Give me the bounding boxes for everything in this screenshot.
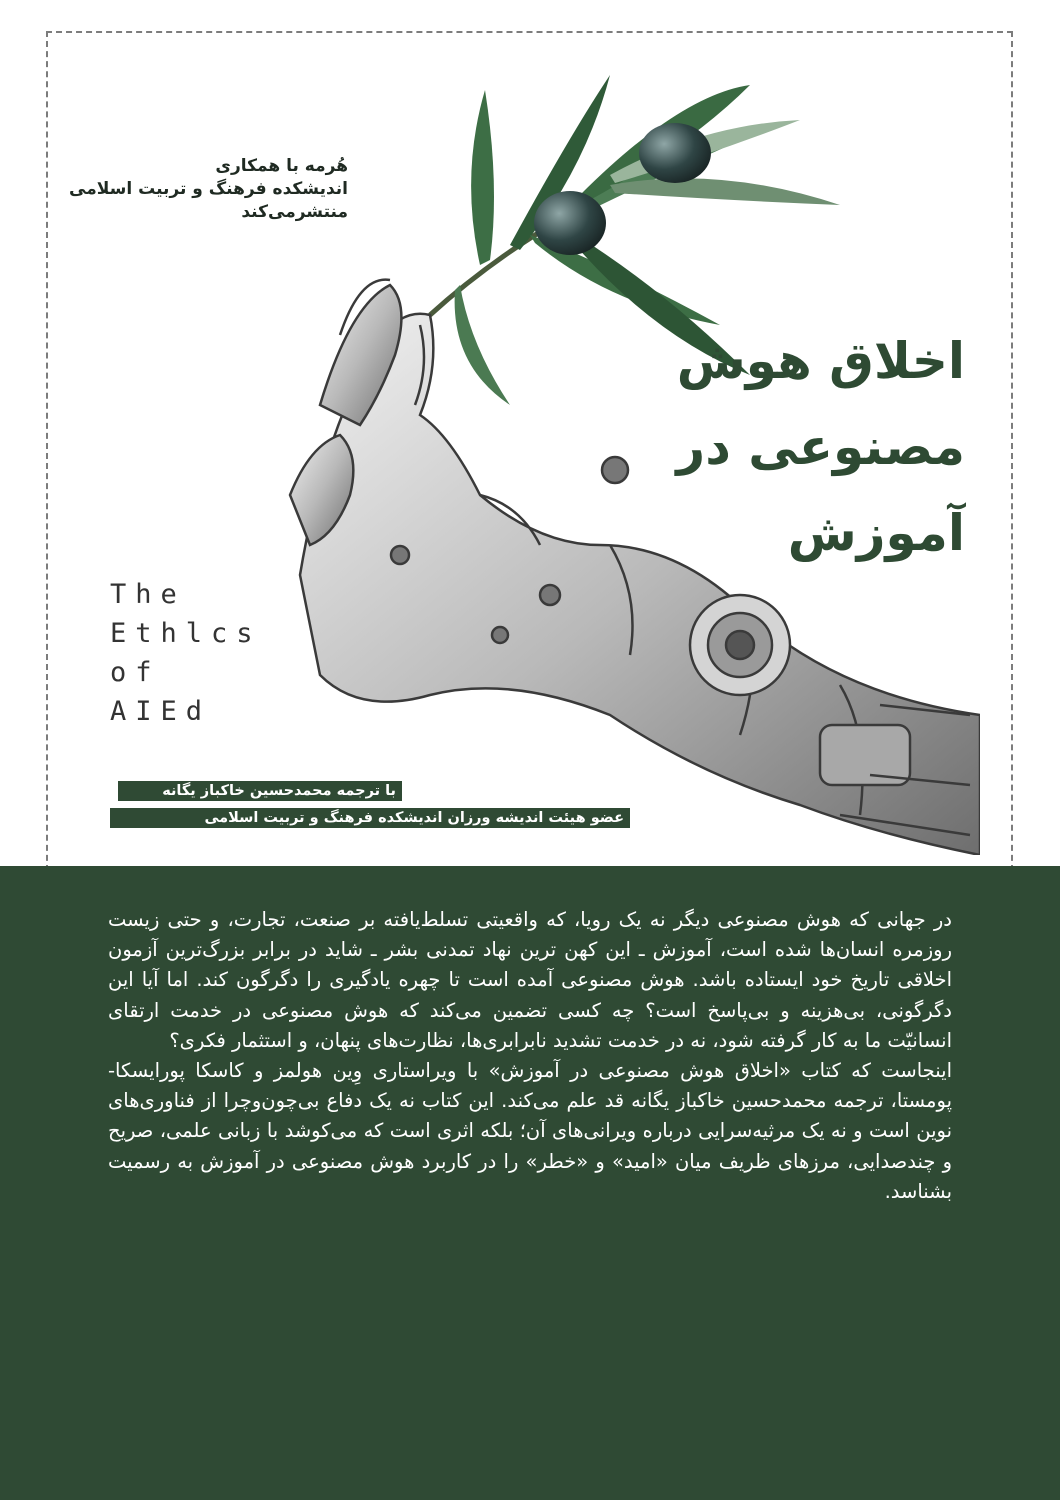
title-line: مصنوعی در xyxy=(676,418,965,476)
publisher-line: منتشرمی‌کند xyxy=(241,202,348,222)
english-title-line: Ethlcs xyxy=(110,618,262,649)
book-title-persian xyxy=(605,318,965,576)
publisher-line: اندیشکده فرهنگ و تربیت اسلامی xyxy=(69,179,348,199)
translator-affiliation: عضو هیئت اندیشه ورزان اندیشکده فرهنگ و تربیت اسلامی xyxy=(110,808,630,828)
english-title-line: The xyxy=(110,579,186,610)
title-line: آموزش xyxy=(787,504,965,562)
publisher-note xyxy=(69,155,348,224)
title-line: اخلاق هوش xyxy=(676,332,965,390)
book-title-english xyxy=(110,575,262,731)
description-paragraph: اینجاست که کتاب «اخلاق هوش مصنوعی در آموزش» با ویراستاری وِین هولمز و کاسکا پورایسکا-پومستا، ترجمه محمدحسین خاکباز یگانه قد علم می‌کند. این کتاب نه یک دفاع بی‌چون‌وچرا از فناوری‌های نوین است و نه یک مرثیه‌سرایی درباره ویرانی‌های آن؛ بلکه اثری است که می‌کوشد با زبانی علمی، صریح و چندصدایی، مرزهای ظریف میان «امید» و «خطر» را در کاربرد هوش مصنوعی در آموزش به رسمیت بشناسد. xyxy=(108,1059,952,1203)
book-description xyxy=(108,905,952,1207)
publisher-line: هُرمه با همکاری xyxy=(215,156,348,176)
description-paragraph: در جهانی که هوش مصنوعی دیگر نه یک رویا، که واقعیتی تسلط‌یافته بر صنعت، تجارت، و حتی زیست روزمره انسان‌ها شده است، آموزش ـ این کهن ترین نهاد تمدنی بشر ـ شاید در برابر بزرگ‌ترین آزمون اخلاقی تاریخ خود ایستاده باشد. هوش مصنوعی آمده است تا چهره یادگیری را دگرگون کند. اما آیا این دگرگونی، بی‌هزینه و بی‌پاسخ است؟ چه کسی تضمین می‌کند که هوش مصنوعی در خدمت ارتقای انسانیّت ما به کار گرفته شود، نه در خدمت تشدید نابرابری‌ها، نظارت‌های پنهان، و استثمار فکری؟ xyxy=(108,908,952,1052)
english-title-line: of xyxy=(110,657,161,688)
english-title-line: AIEd xyxy=(110,696,212,727)
translator-credit: با ترجمه محمدحسین خاکباز یگانه xyxy=(118,781,402,801)
credits xyxy=(110,781,630,835)
